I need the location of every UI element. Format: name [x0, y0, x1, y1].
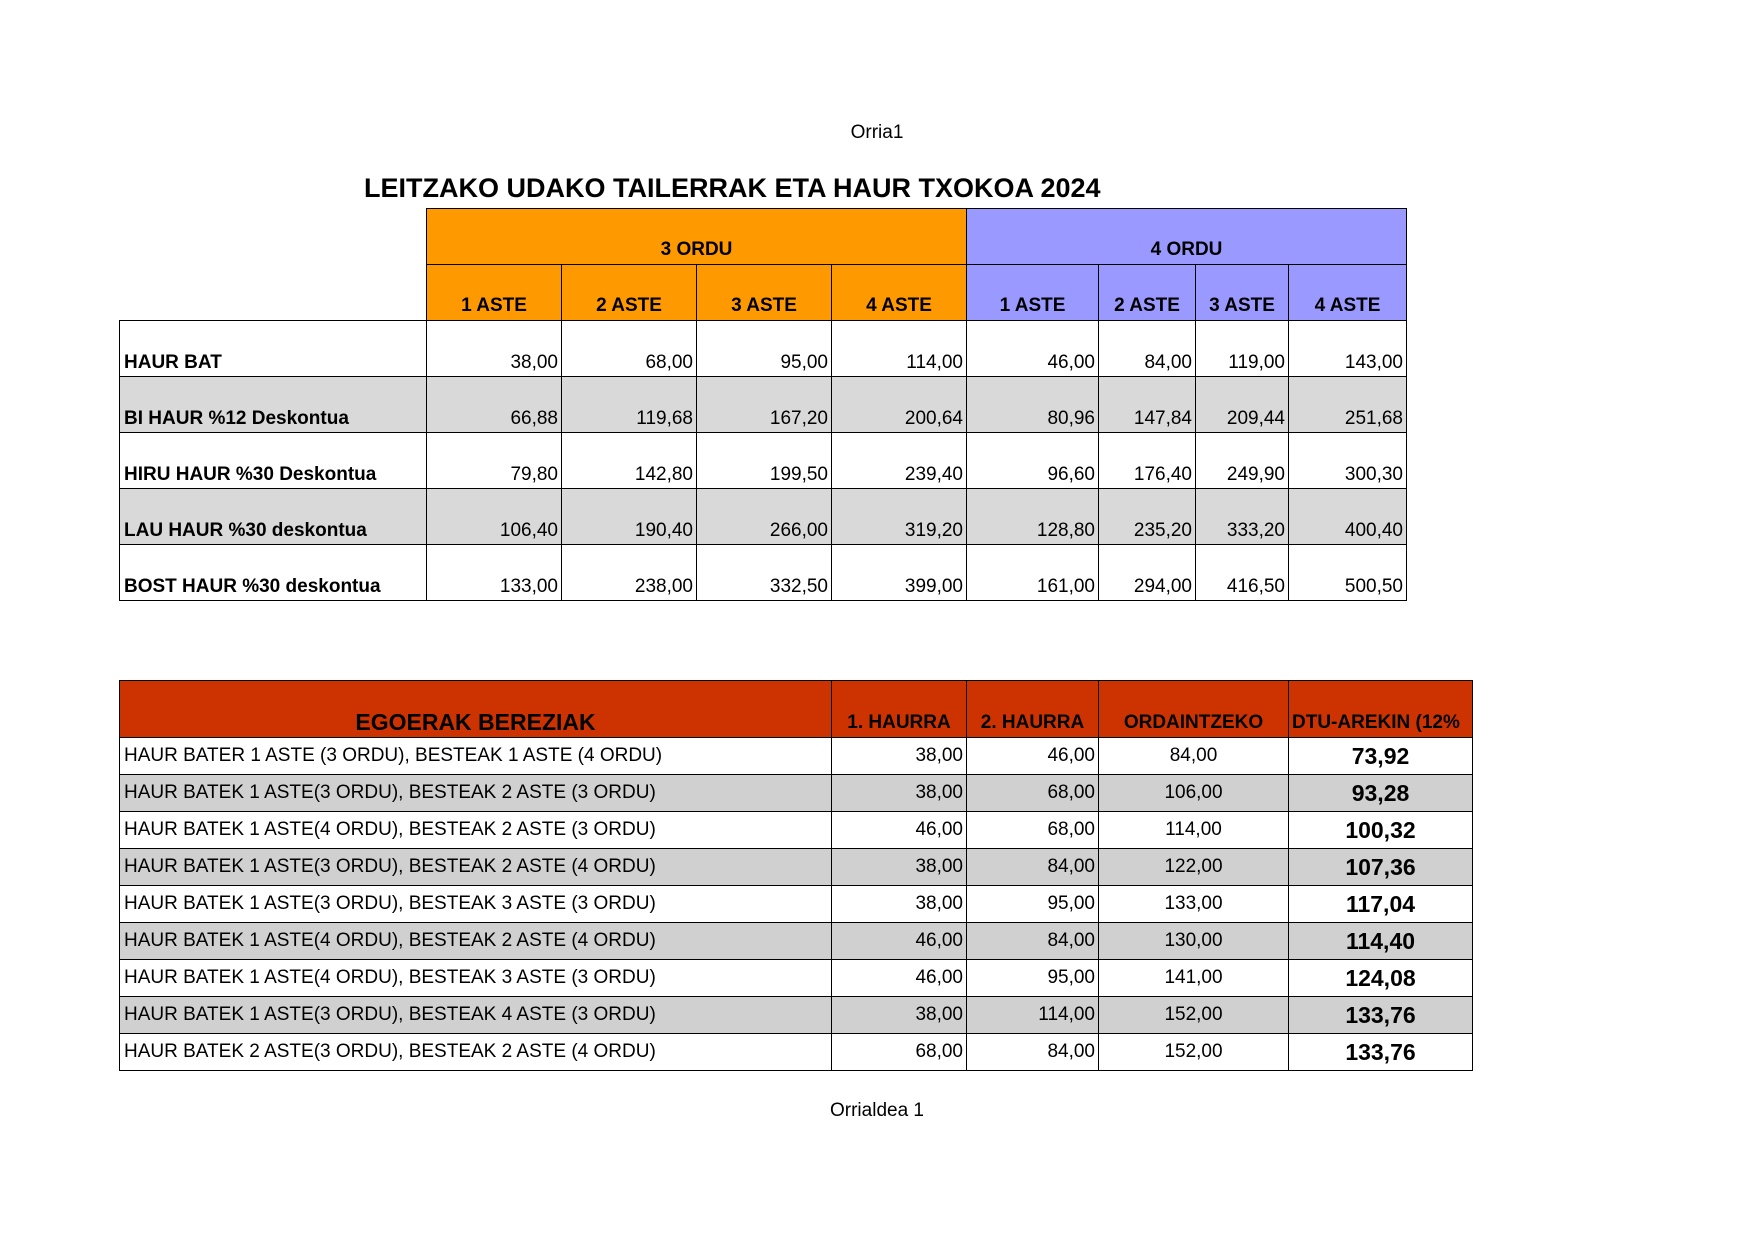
case-description: HAUR BATEK 1 ASTE(4 ORDU), BESTEAK 3 ASTE (3 ORDU)	[120, 960, 832, 997]
special-row	[120, 738, 1473, 775]
price-cell: 143,00	[1289, 321, 1407, 377]
price-cell: 46,00	[967, 321, 1099, 377]
case-description: HAUR BATEK 1 ASTE(3 ORDU), BESTEAK 2 ASTE (3 ORDU)	[120, 775, 832, 812]
second-child-price: 84,00	[967, 849, 1099, 886]
price-cell: 235,20	[1099, 489, 1196, 545]
price-row	[120, 489, 1407, 545]
first-child-price: 46,00	[832, 812, 967, 849]
discounted-price: 93,28	[1289, 775, 1473, 812]
price-cell: 167,20	[697, 377, 832, 433]
first-child-price: 38,00	[832, 997, 967, 1034]
price-cell: 142,80	[562, 433, 697, 489]
second-child-price: 95,00	[967, 886, 1099, 923]
total-price: 84,00	[1099, 738, 1289, 775]
page-number: Orrialdea 1	[830, 1100, 924, 1121]
first-child-price: 46,00	[832, 960, 967, 997]
price-cell: 319,20	[832, 489, 967, 545]
discounted-price: 114,40	[1289, 923, 1473, 960]
price-row	[120, 321, 1407, 377]
price-cell: 239,40	[832, 433, 967, 489]
special-cases-table	[119, 680, 1473, 1071]
row-label: BOST HAUR %30 deskontua	[120, 545, 427, 601]
price-cell: 209,44	[1196, 377, 1289, 433]
price-cell: 84,00	[1099, 321, 1196, 377]
first-child-price: 38,00	[832, 886, 967, 923]
special-header-first-child: 1. HAURRA	[832, 681, 967, 738]
week-header: 2 ASTE	[1099, 265, 1196, 321]
row-label: BI HAUR %12 Deskontua	[120, 377, 427, 433]
first-child-price: 46,00	[832, 923, 967, 960]
price-cell: 79,80	[427, 433, 562, 489]
price-cell: 500,50	[1289, 545, 1407, 601]
price-cell: 300,30	[1289, 433, 1407, 489]
price-row	[120, 377, 1407, 433]
first-child-price: 38,00	[832, 775, 967, 812]
first-child-price: 38,00	[832, 849, 967, 886]
price-cell: 294,00	[1099, 545, 1196, 601]
group-header-3-ordu: 3 ORDU	[427, 209, 967, 265]
second-child-price: 68,00	[967, 775, 1099, 812]
price-cell: 38,00	[427, 321, 562, 377]
special-row	[120, 1034, 1473, 1071]
case-description: HAUR BATEK 1 ASTE(3 ORDU), BESTEAK 3 ASTE (3 ORDU)	[120, 886, 832, 923]
total-price: 133,00	[1099, 886, 1289, 923]
week-header: 1 ASTE	[967, 265, 1099, 321]
row-label: HIRU HAUR %30 Deskontua	[120, 433, 427, 489]
price-cell: 249,90	[1196, 433, 1289, 489]
week-header: 3 ASTE	[1196, 265, 1289, 321]
special-header-to-pay: ORDAINTZEKO	[1099, 681, 1289, 738]
case-description: HAUR BATEK 1 ASTE(4 ORDU), BESTEAK 2 ASTE (4 ORDU)	[120, 923, 832, 960]
total-price: 152,00	[1099, 997, 1289, 1034]
week-header: 4 ASTE	[1289, 265, 1407, 321]
second-child-price: 46,00	[967, 738, 1099, 775]
case-description: HAUR BATEK 2 ASTE(3 ORDU), BESTEAK 2 ASTE (4 ORDU)	[120, 1034, 832, 1071]
discounted-price: 124,08	[1289, 960, 1473, 997]
price-row	[120, 545, 1407, 601]
special-header-row	[120, 681, 1473, 738]
price-cell: 119,68	[562, 377, 697, 433]
week-header: 2 ASTE	[562, 265, 697, 321]
price-cell: 161,00	[967, 545, 1099, 601]
discounted-price: 73,92	[1289, 738, 1473, 775]
case-description: HAUR BATEK 1 ASTE(3 ORDU), BESTEAK 4 ASTE (3 ORDU)	[120, 997, 832, 1034]
price-cell: 68,00	[562, 321, 697, 377]
special-row	[120, 812, 1473, 849]
price-cell: 190,40	[562, 489, 697, 545]
week-header: 4 ASTE	[832, 265, 967, 321]
discounted-price: 100,32	[1289, 812, 1473, 849]
special-row	[120, 886, 1473, 923]
price-cell: 399,00	[832, 545, 967, 601]
page-title: LEITZAKO UDAKO TAILERRAK ETA HAUR TXOKOA 2024	[364, 173, 1101, 203]
price-cell: 95,00	[697, 321, 832, 377]
price-cell: 238,00	[562, 545, 697, 601]
special-header-title: EGOERAK BEREZIAK	[120, 681, 832, 738]
price-cell: 200,64	[832, 377, 967, 433]
price-cell: 133,00	[427, 545, 562, 601]
price-cell: 199,50	[697, 433, 832, 489]
week-header: 3 ASTE	[697, 265, 832, 321]
total-price: 106,00	[1099, 775, 1289, 812]
special-row	[120, 997, 1473, 1034]
second-child-price: 84,00	[967, 923, 1099, 960]
price-cell: 96,60	[967, 433, 1099, 489]
week-header-row	[120, 265, 1407, 321]
total-price: 114,00	[1099, 812, 1289, 849]
price-cell: 416,50	[1196, 545, 1289, 601]
special-row	[120, 849, 1473, 886]
discounted-price: 117,04	[1289, 886, 1473, 923]
case-description: HAUR BATER 1 ASTE (3 ORDU), BESTEAK 1 ASTE (4 ORDU)	[120, 738, 832, 775]
discounted-price: 107,36	[1289, 849, 1473, 886]
week-header: 1 ASTE	[427, 265, 562, 321]
special-row	[120, 775, 1473, 812]
case-description: HAUR BATEK 1 ASTE(4 ORDU), BESTEAK 2 ASTE (3 ORDU)	[120, 812, 832, 849]
price-cell: 332,50	[697, 545, 832, 601]
price-cell: 128,80	[967, 489, 1099, 545]
price-cell: 66,88	[427, 377, 562, 433]
second-child-price: 84,00	[967, 1034, 1099, 1071]
group-header-row	[120, 209, 1407, 265]
price-cell: 266,00	[697, 489, 832, 545]
price-row	[120, 433, 1407, 489]
price-cell: 400,40	[1289, 489, 1407, 545]
price-cell: 176,40	[1099, 433, 1196, 489]
total-price: 130,00	[1099, 923, 1289, 960]
price-cell: 80,96	[967, 377, 1099, 433]
total-price: 152,00	[1099, 1034, 1289, 1071]
discounted-price: 133,76	[1289, 1034, 1473, 1071]
corner-cell	[120, 209, 427, 265]
price-cell: 114,00	[832, 321, 967, 377]
row-label: LAU HAUR %30 deskontua	[120, 489, 427, 545]
discounted-price: 133,76	[1289, 997, 1473, 1034]
second-child-price: 68,00	[967, 812, 1099, 849]
corner-cell	[120, 265, 427, 321]
total-price: 122,00	[1099, 849, 1289, 886]
special-row	[120, 960, 1473, 997]
second-child-price: 114,00	[967, 997, 1099, 1034]
price-table	[119, 208, 1407, 601]
sheet-name: Orria1	[850, 122, 904, 143]
row-label: HAUR BAT	[120, 321, 427, 377]
first-child-price: 38,00	[832, 738, 967, 775]
special-header-second-child: 2. HAURRA	[967, 681, 1099, 738]
price-cell: 119,00	[1196, 321, 1289, 377]
price-cell: 106,40	[427, 489, 562, 545]
price-cell: 147,84	[1099, 377, 1196, 433]
second-child-price: 95,00	[967, 960, 1099, 997]
special-header-with-discount: DTU-AREKIN (12%	[1289, 681, 1473, 738]
price-cell: 251,68	[1289, 377, 1407, 433]
first-child-price: 68,00	[832, 1034, 967, 1071]
total-price: 141,00	[1099, 960, 1289, 997]
price-cell: 333,20	[1196, 489, 1289, 545]
group-header-4-ordu: 4 ORDU	[967, 209, 1407, 265]
special-row	[120, 923, 1473, 960]
case-description: HAUR BATEK 1 ASTE(3 ORDU), BESTEAK 2 ASTE (4 ORDU)	[120, 849, 832, 886]
